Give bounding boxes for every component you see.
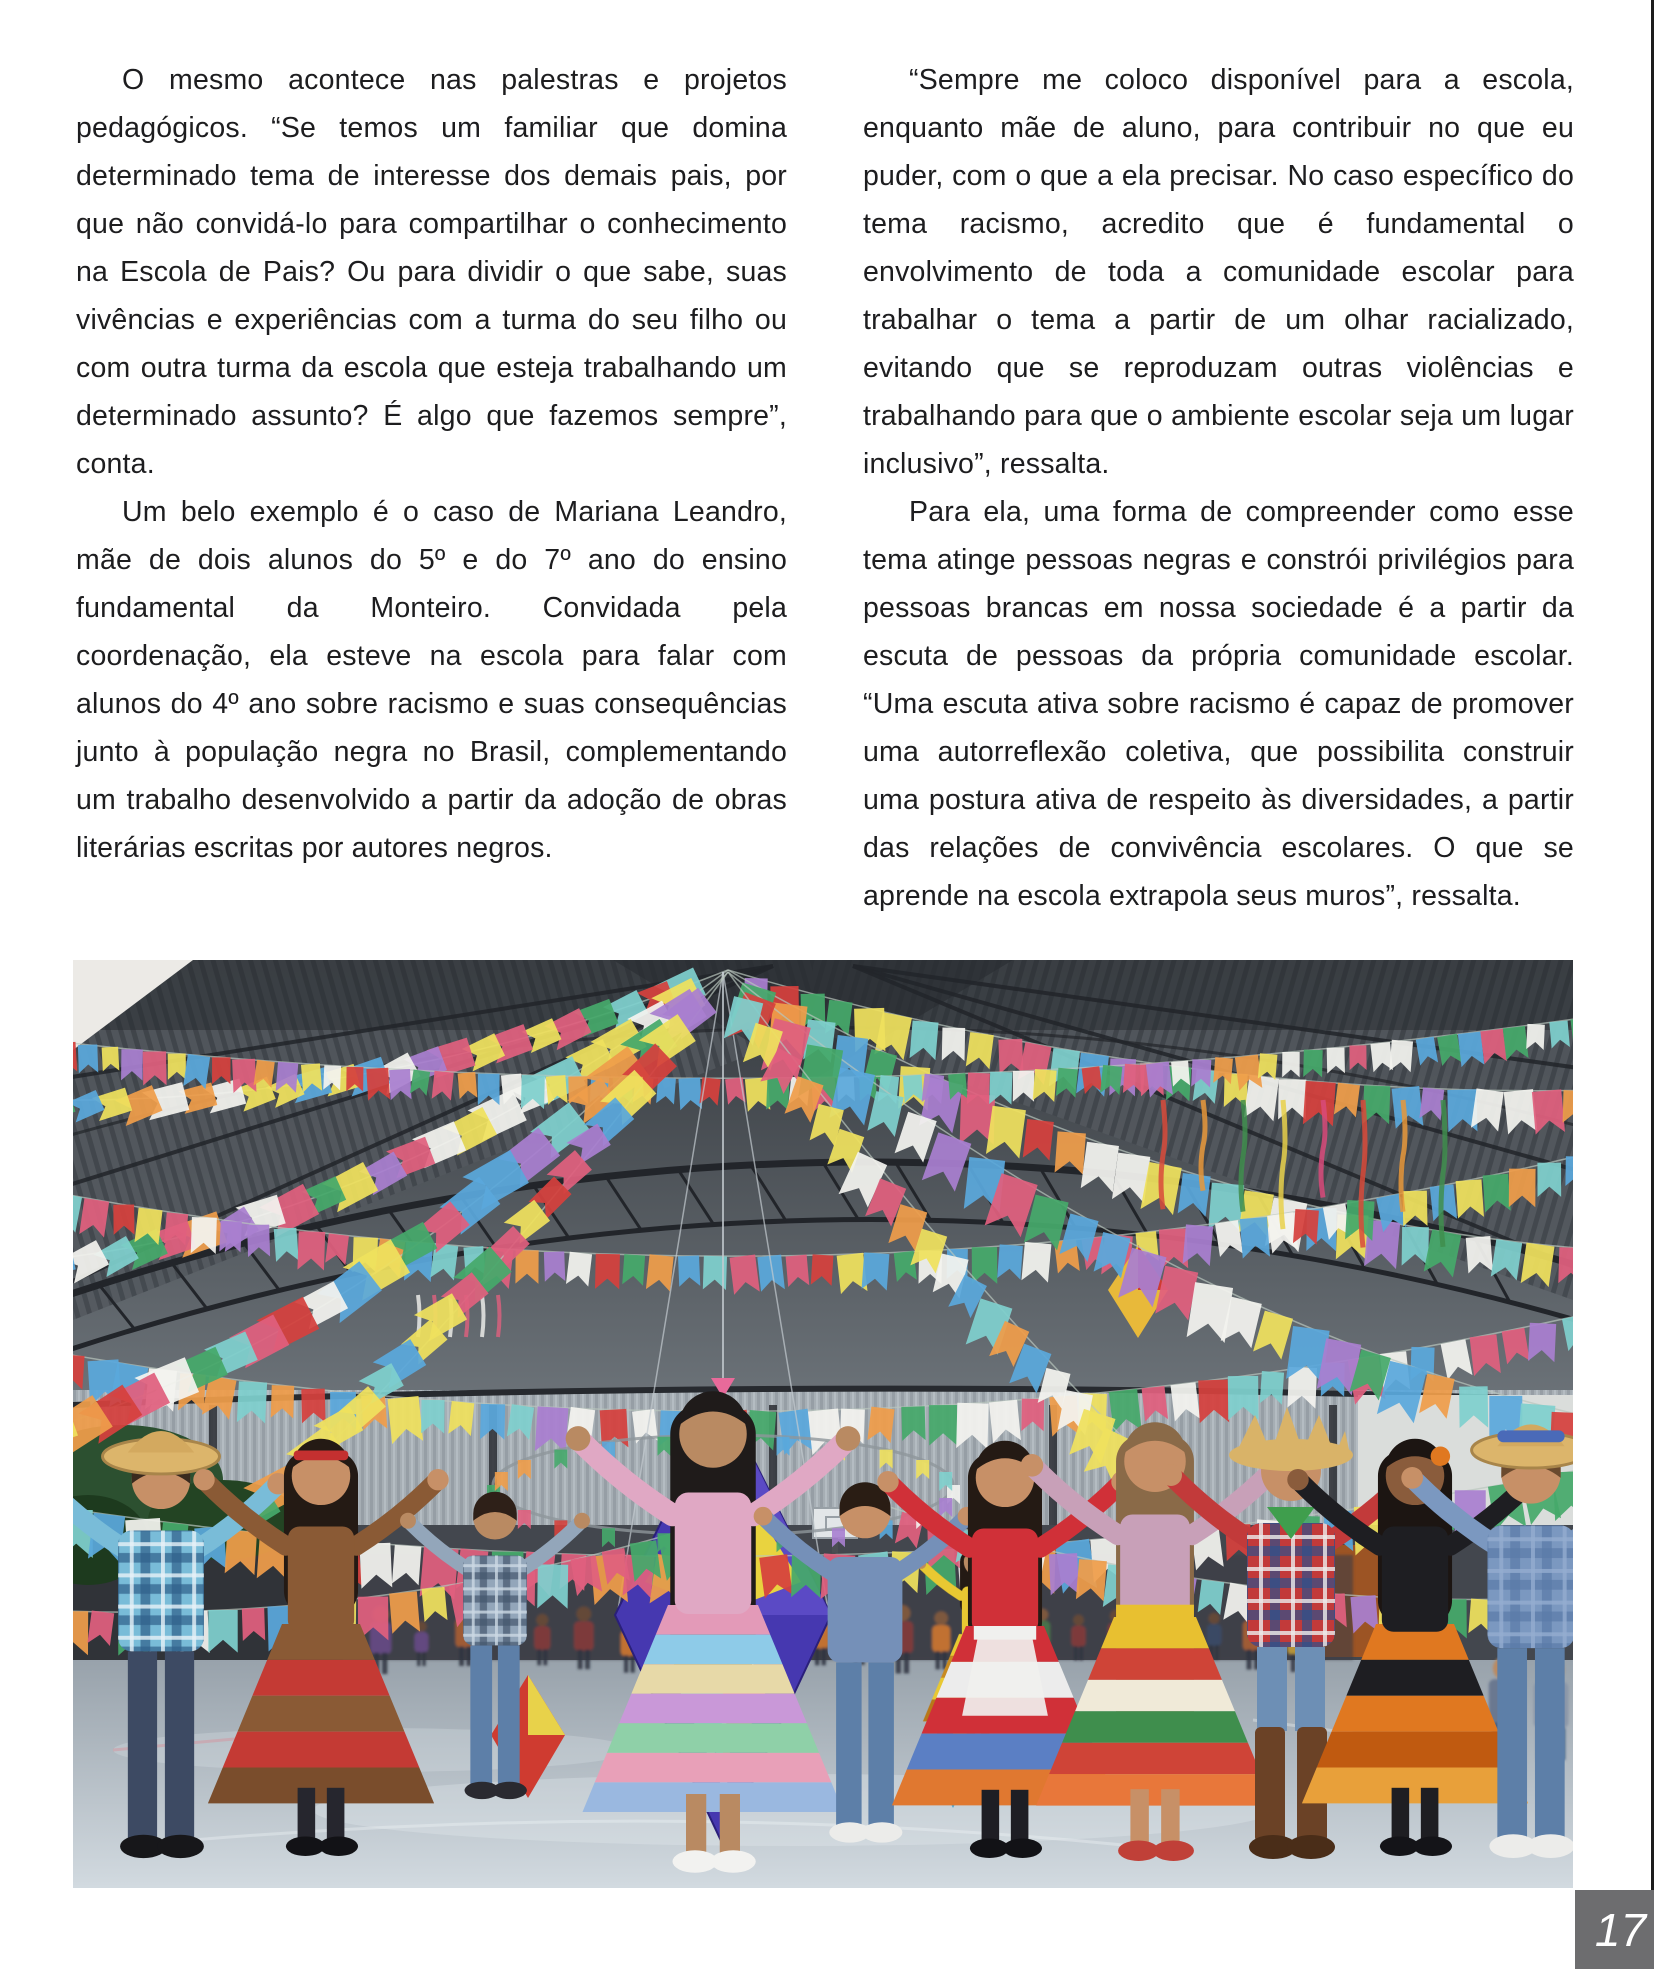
page-number-box xyxy=(1575,1890,1654,1969)
paragraph: Para ela, uma forma de compreender como esse tema atinge pessoas negras e constrói privilégios para pessoas brancas em nossa sociedade é a partir da escuta de pessoas da própria comunidade escolar. “Uma escuta ativa sobre racismo é capaz de promover uma autorreflexão coletiva, que possibilita construir uma postura ativa de respeito às diversidades, a partir das relações de convivência escolares. O que se aprende na escola extrapola seus muros”, ressalta. xyxy=(863,496,1574,912)
article-column-right xyxy=(863,56,1574,920)
page-number: 17 xyxy=(1594,1903,1647,1956)
paragraph: O mesmo acontece nas palestras e projetos pedagógicos. “Se temos um familiar que domina determinado tema de interesse dos demais pais, por que não convidá-lo para compartilhar o conhecimento na Escola de Pais? Ou para dividir o que sabe, suas vivências e experiências com a turma do seu filho ou com outra turma da escola que esteja trabalhando um determinado assunto? É algo que fazemos sempre”, conta. xyxy=(76,64,787,480)
festa-junina-photo xyxy=(73,960,1573,1888)
paragraph: Um belo exemplo é o caso de Mariana Leandro, mãe de dois alunos do 5º e do 7º ano do ensino fundamental da Monteiro. Convidada pela coordenação, ela esteve na escola para falar com alunos do 4º ano sobre racismo e suas consequências junto à população negra no Brasil, complementando um trabalho desenvolvido a partir da adoção de obras literárias escritas por autores negros. xyxy=(76,496,787,864)
paragraph: “Sempre me coloco disponível para a escola, enquanto mãe de aluno, para contribuir no que eu puder, com o que a ela precisar. No caso específico do tema racismo, acredito que é fundamental o envolvimento de toda a comunidade escolar para trabalhar o tema a partir de um olhar racializado, evitando que se reproduzam outras violências e trabalhando para que o ambiente escolar seja um lugar inclusivo”, ressalta. xyxy=(863,64,1574,480)
article-text xyxy=(76,56,1574,920)
article-column-left xyxy=(76,56,787,920)
